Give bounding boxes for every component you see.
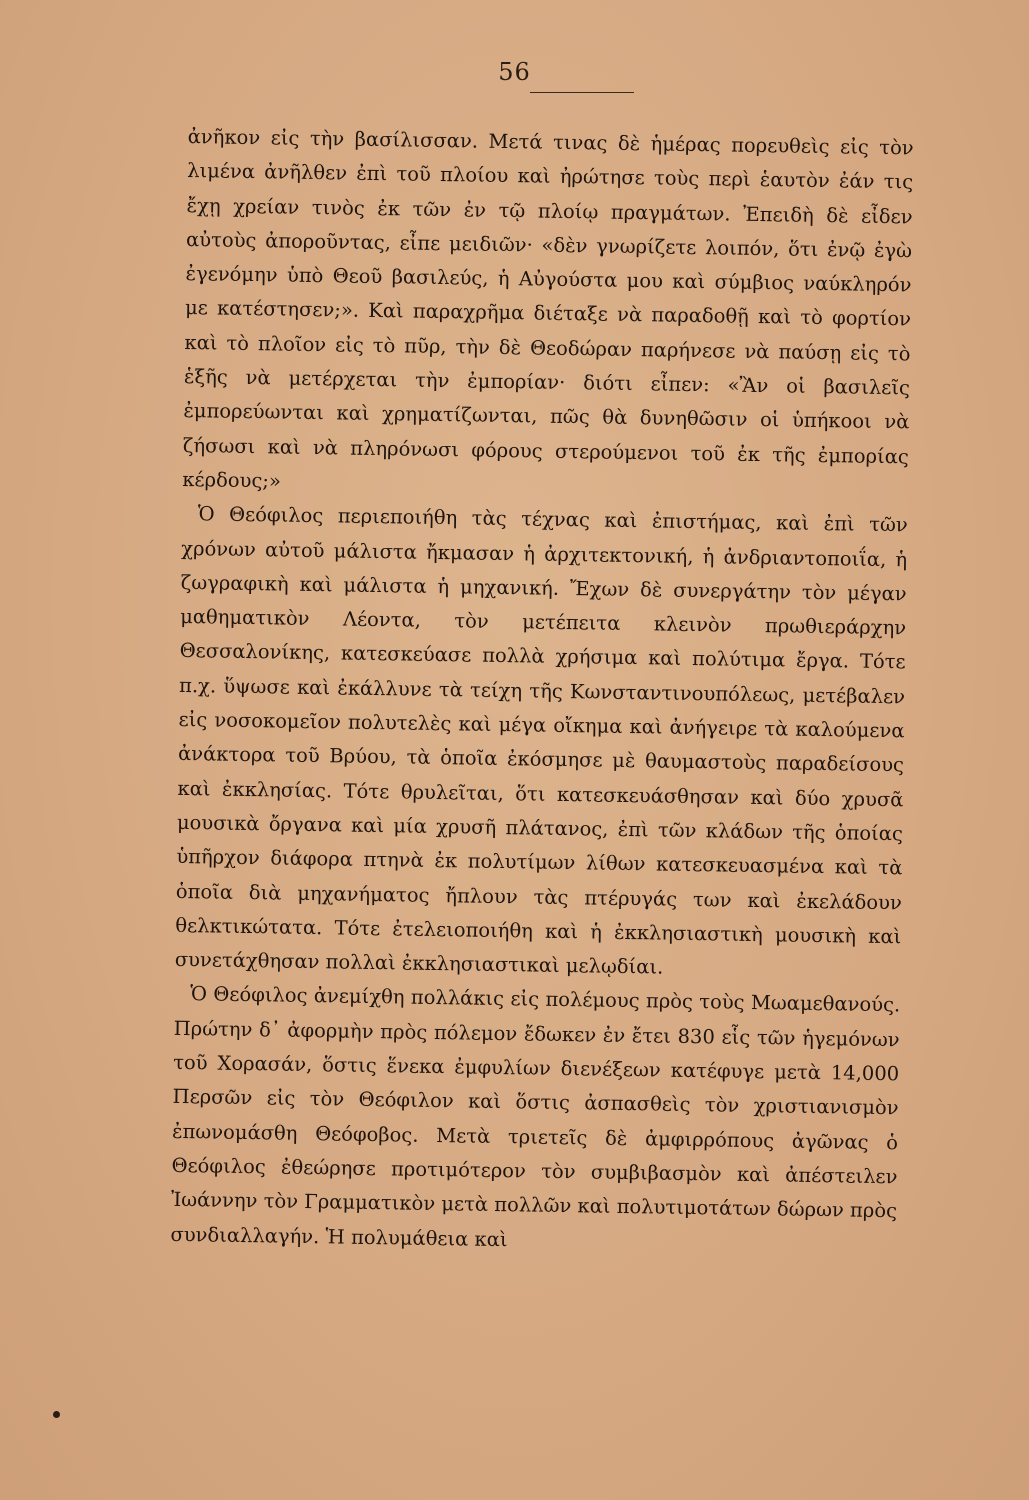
paragraph-2: Ὁ Θεόφιλος περιεποιήθη τὰς τέχνας καὶ ἐπιστήμας, καὶ ἐπὶ τῶν χρόνων αὐτοῦ μάλιστα ἤκμασαν ἡ ἀρχιτεκτονική, ἡ ἀνδριαντοποιΐα, ἡ ζωγραφικὴ καὶ μάλιστα ἡ μηχανική. Ἔχων δὲ συνεργάτην τὸν μέγαν μαθηματικὸν Λέοντα, τὸν μετέπειτα κλεινὸν πρωθιεράρχην Θεσσαλονίκης, κατεσκεύασε πολλὰ χρήσιμα καὶ πολύτιμα ἔργα. Τότε π.χ. ὕψωσε καὶ ἐκάλλυνε τὰ τείχη τῆς Κωνσταντινουπόλεως, μετέβαλεν εἰς νοσοκομεῖον πολυτελὲς καὶ μέγα οἴκημα καὶ ἀνήγειρε τὰ καλούμενα ἀνάκτορα τοῦ Βρύου, τὰ ὁποῖα ἐκόσμησε μὲ θαυμαστοὺς παραδείσους καὶ ἐκκλησίας. Τότε θρυλεῖται, ὅτι κατεσκευάσθησαν καὶ δύο χρυσᾶ μουσικὰ ὄργανα καὶ μία χρυσῆ πλάτανος, ἐπὶ τῶν κλάδων τῆς ὁποίας ὑπῆρχον διάφορα πτηνὰ ἐκ πολυτίμων λίθων κατεσκευασμένα καὶ τὰ ὁποῖα διὰ μηχανήματος ἤπλουν τὰς πτέρυγάς των καὶ ἐκελάδουν θελκτικώτατα. Τότε ἐτελειοποιήθη καὶ ἡ ἐκκλησιαστικὴ μουσικὴ καὶ συνετάχθησαν πολλαὶ ἐκκλησιαστικαὶ μελῳδίαι. — [174, 502, 908, 979]
paragraph-3: Ὁ Θεόφιλος ἀνεμίχθη πολλάκις εἰς πολέμους πρὸς τοὺς Μωαμεθανούς. Πρώτην δ᾽ ἀφορμὴν πρὸς πόλεμον ἔδωκεν ἐν ἔτει 830 εἷς τῶν ἡγεμόνων τοῦ Χορασάν, ὅστις ἕνεκα ἐμφυλίων διενέξεων κατέφυγε μετὰ 14,000 Περσῶν εἰς τὸν Θεόφιλον καὶ ὅστις ἀσπασθεὶς τὸν χριστιανισμὸν ἐπωνομάσθη Θεόφοβος. Μετὰ τριετεῖς δὲ ἀμφιρρόπους ἀγῶνας ὁ Θεόφιλος ἐθεώρησε προτιμότερον τὸν συμβιβασμὸν καὶ ἀπέστειλεν Ἰωάννην τὸν Γραμματικὸν μετὰ πολλῶν καὶ πολυτιμοτάτων δώρων πρὸς συνδιαλλαγήν. Ἡ πολυμάθεια καὶ — [170, 982, 901, 1251]
body-text — [170, 120, 914, 1263]
page-number: 56 — [498, 58, 531, 86]
margin-ink-dot — [53, 1411, 60, 1418]
header-rule — [530, 92, 634, 93]
paragraph-1: ἀνῆκον εἰς τὴν βασίλισσαν. Μετά τινας δὲ ἡμέρας πορευθεὶς εἰς τὸν λιμένα ἀνῆλθεν ἐπὶ τοῦ πλοίου καὶ ἠρώτησε τοὺς περὶ ἑαυτὸν ἐάν τις ἔχῃ χρείαν τινὸς ἐκ τῶν ἐν τῷ πλοίῳ πραγμάτων. Ἐπειδὴ δὲ εἶδεν αὐτοὺς ἀποροῦντας, εἶπε μειδιῶν· «δὲν γνωρίζετε λοιπόν, ὅτι ἐνῷ ἐγὼ ἐγενόμην ὑπὸ Θεοῦ βασιλεύς, ἡ Αὐγούστα μου καὶ σύμβιος ναύκληρόν με κατέστησεν;». Καὶ παραχρῆμα διέταξε νὰ παραδοθῇ καὶ τὸ φορτίον καὶ τὸ πλοῖον εἰς τὸ πῦρ, τὴν δὲ Θεοδώραν παρήνεσε νὰ παύσῃ εἰς τὸ ἑξῆς νὰ μετέρχεται τὴν ἐμπορίαν· διότι εἶπεν: «Ἂν οἱ βασιλεῖς ἐμπορεύωνται καὶ χρηματίζωνται, πῶς θὰ δυνηθῶσιν οἱ ὑπήκοοι νὰ ζήσωσι καὶ νὰ πληρόνωσι φόρους στερούμενοι τοῦ ἐκ τῆς ἐμπορίας κέρδους;» — [182, 124, 914, 493]
